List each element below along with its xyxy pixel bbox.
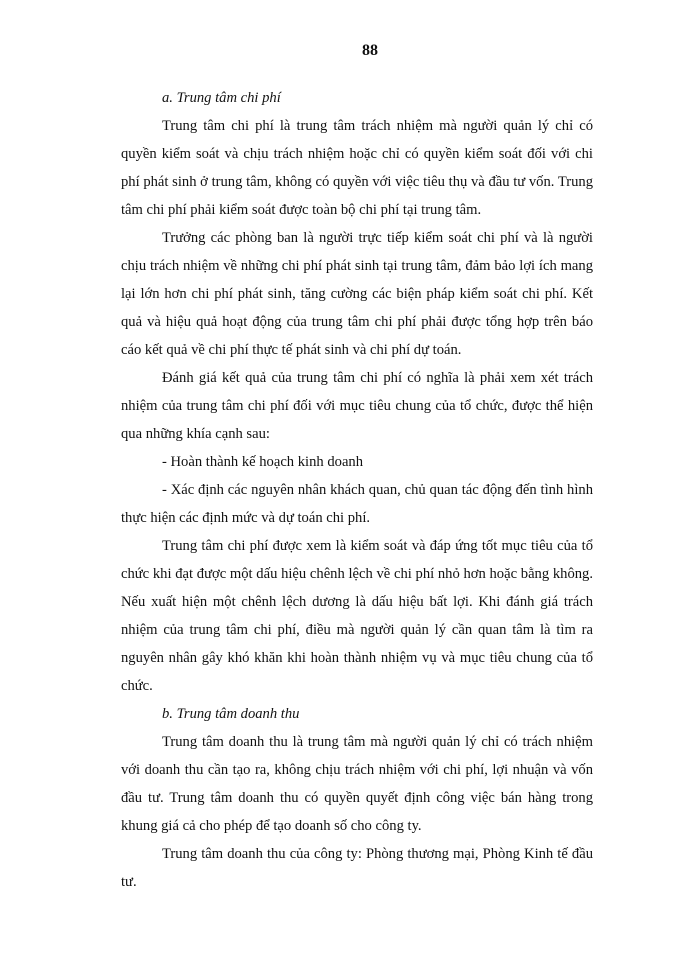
section-heading-revenue-center: b. Trung tâm doanh thu	[162, 706, 300, 722]
section-heading-cost-center: a. Trung tâm chi phí	[162, 90, 281, 106]
paragraph: Trung tâm chi phí là trung tâm trách nhiệm mà người quản lý chỉ có quyền kiểm soát và chịu trách nhiệm hoặc chỉ có quyền kiểm soát đối với chi phí phát sinh ở trung tâm, không có quyền với việc tiêu thụ và đầu tư vốn. Trung tâm chi phí phải kiểm soát được toàn bộ chi phí tại trung tâm.	[121, 118, 593, 218]
bullet-item: - Xác định các nguyên nhân khách quan, chủ quan tác động đến tình hình thực hiện các định mức và dự toán chi phí.	[121, 482, 593, 526]
paragraph: Trung tâm doanh thu của công ty: Phòng thương mại, Phòng Kinh tế đầu tư.	[121, 846, 593, 890]
bullet-item: - Hoàn thành kế hoạch kinh doanh	[162, 454, 364, 470]
paragraph: Trung tâm doanh thu là trung tâm mà người quản lý chỉ có trách nhiệm với doanh thu cần tạo ra, không chịu trách nhiệm với chi phí, lợi nhuận và vốn đầu tư. Trung tâm doanh thu có quyền quyết định công việc bán hàng trong khung giá cả cho phép để tạo doanh số cho công ty.	[121, 734, 593, 834]
page-number: 88	[362, 42, 378, 59]
document-body	[121, 84, 593, 896]
paragraph: Trung tâm chi phí được xem là kiểm soát và đáp ứng tốt mục tiêu của tổ chức khi đạt được một dấu hiệu chênh lệch về chi phí nhỏ hơn hoặc bằng không. Nếu xuất hiện một chênh lệch dương là dấu hiệu bất lợi. Khi đánh giá trách nhiệm của trung tâm chi phí, điều mà người quản lý cần quan tâm là tìm ra nguyên nhân gây khó khăn khi hoàn thành nhiệm vụ và mục tiêu chung của tổ chức.	[121, 538, 593, 694]
paragraph: Trưởng các phòng ban là người trực tiếp kiểm soát chi phí và là người chịu trách nhiệm về những chi phí phát sinh tại trung tâm, đảm bảo lợi ích mang lại lớn hơn chi phí phát sinh, tăng cường các biện pháp kiểm soát chi phí. Kết quả và hiệu quả hoạt động của trung tâm chi phí phải được tổng hợp trên báo cáo kết quả về chi phí thực tế phát sinh và chi phí dự toán.	[121, 230, 593, 358]
paragraph: Đánh giá kết quả của trung tâm chi phí có nghĩa là phải xem xét trách nhiệm của trung tâm chi phí đối với mục tiêu chung của tổ chức, được thể hiện qua những khía cạnh sau:	[121, 370, 593, 442]
